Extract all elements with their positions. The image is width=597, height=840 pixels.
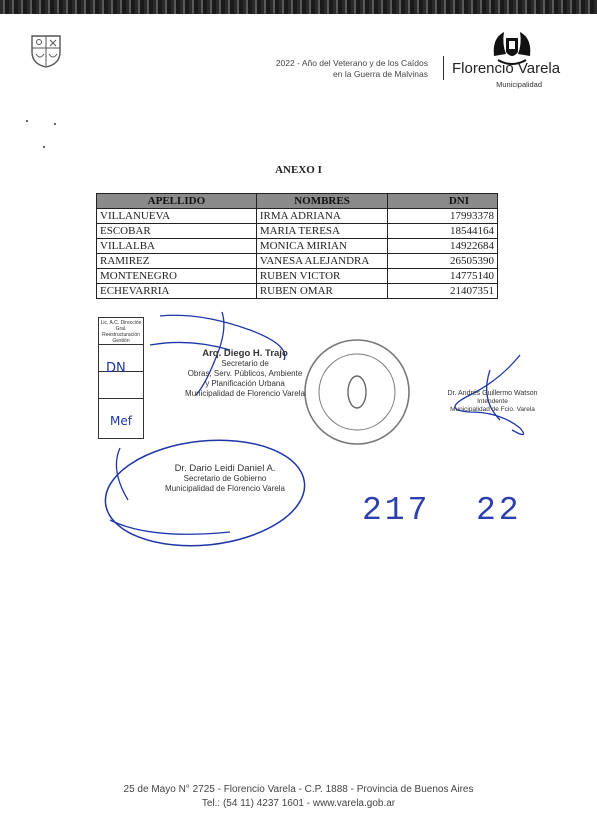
signer-name: Arq. Diego H. Trajo bbox=[202, 348, 288, 359]
reference-number-stamp: 217 bbox=[362, 492, 431, 529]
cell-dni: 21407351 bbox=[388, 284, 498, 299]
handwritten-initials-2: Mef bbox=[110, 414, 132, 428]
seal-emblem bbox=[348, 376, 366, 408]
brand-name: Florencio Varela bbox=[452, 60, 561, 77]
footer-contact: Tel.: (54 11) 4237 1601 - www.varela.gob.ar bbox=[201, 798, 396, 809]
signer-title: Municipalidad de Florencio Varela bbox=[165, 484, 285, 493]
column-header-dni: DNI bbox=[388, 194, 498, 209]
cell-dni: 14775140 bbox=[388, 269, 498, 284]
initials-stamp-header: Lic. A.C. Dirección Gral. Reestructuración Gestión bbox=[100, 320, 142, 344]
signer-title: Obras, Serv. Públicos, Ambiente bbox=[187, 369, 303, 378]
column-header-nombres: NOMBRES bbox=[256, 194, 387, 209]
signer-title: Secretario de Gobierno bbox=[183, 474, 267, 483]
cell-nombres: VANESA ALEJANDRA bbox=[256, 254, 387, 269]
signer-title: Municipalidad de Fcio. Varela bbox=[450, 406, 535, 413]
annex-title: ANEXO I bbox=[275, 164, 322, 176]
signer-title: Municipalidad de Florencio Varela bbox=[185, 389, 305, 398]
motto-line-1: 2022 - Año del Veterano y de los Caídos bbox=[275, 58, 428, 68]
cell-dni: 14922684 bbox=[388, 239, 498, 254]
signature-block-watson bbox=[430, 390, 555, 414]
cell-apellido: RAMIREZ bbox=[97, 254, 257, 269]
signature-block-trajo bbox=[155, 349, 335, 399]
signer-name: Dr. Andrés Guillermo Watson bbox=[447, 390, 538, 397]
reference-year-stamp: 22 bbox=[476, 492, 522, 529]
cell-apellido: ESCOBAR bbox=[97, 224, 257, 239]
cell-apellido: VILLALBA bbox=[97, 239, 257, 254]
signer-name: Dr. Dario Leidi Daniel A. bbox=[174, 463, 276, 474]
signer-title: Secretario de bbox=[221, 359, 269, 368]
cell-dni: 26505390 bbox=[388, 254, 498, 269]
signer-title: y Planificación Urbana bbox=[205, 379, 285, 388]
cell-apellido: ECHEVARRIA bbox=[97, 284, 257, 299]
cell-nombres: MONICA MIRIAN bbox=[256, 239, 387, 254]
signature-block-leidi bbox=[140, 464, 310, 494]
cell-apellido: VILLANUEVA bbox=[97, 209, 257, 224]
cell-apellido: MONTENEGRO bbox=[97, 269, 257, 284]
cell-dni: 18544164 bbox=[388, 224, 498, 239]
signer-title: Intendente bbox=[477, 398, 508, 405]
cell-nombres: RUBEN VICTOR bbox=[256, 269, 387, 284]
motto-line-2: en la Guerra de Malvinas bbox=[333, 69, 428, 79]
handwritten-initials-1: DN bbox=[106, 361, 126, 376]
cell-nombres: IRMA ADRIANA bbox=[256, 209, 387, 224]
footer-address: 25 de Mayo N° 2725 - Florencio Varela - C.P. 1888 - Provincia de Buenos Aires bbox=[123, 784, 474, 795]
cell-dni: 17993378 bbox=[388, 209, 498, 224]
column-header-apellido: APELLIDO bbox=[97, 194, 257, 209]
cell-nombres: MARIA TERESA bbox=[256, 224, 387, 239]
brand-subtitle: Municipalidad bbox=[496, 80, 542, 89]
cell-nombres: RUBEN OMAR bbox=[256, 284, 387, 299]
